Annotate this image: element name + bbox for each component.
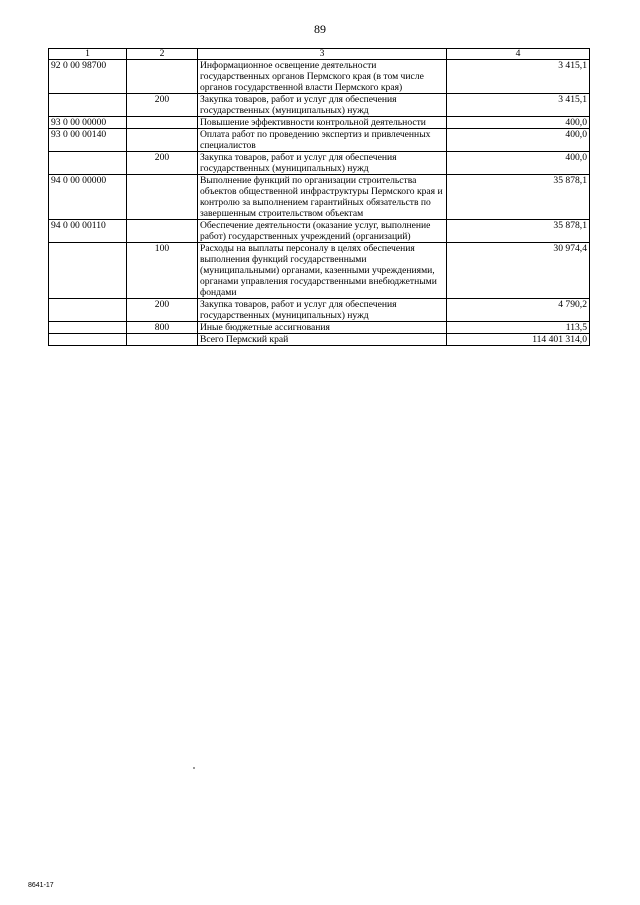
table-header-row	[49, 49, 590, 60]
table-row	[49, 175, 590, 220]
row-code	[49, 299, 127, 322]
column-header-1: 1	[49, 49, 127, 60]
row-expense-type	[127, 129, 198, 152]
row-expense-type	[127, 117, 198, 129]
row-name: Информационное освещение деятельности государственных органов Пермского края (в том числе органов государственной власти Пермского края)	[198, 60, 447, 94]
table-row	[49, 60, 590, 94]
row-code: 92 0 00 98700	[49, 60, 127, 94]
total-amount: 114 401 314,0	[447, 334, 590, 346]
row-amount: 30 974,4	[447, 243, 590, 299]
column-header-3: 3	[198, 49, 447, 60]
row-code: 94 0 00 00000	[49, 175, 127, 220]
document-footer-code: 8641-17	[28, 882, 54, 889]
row-amount: 400,0	[447, 152, 590, 175]
row-expense-type: 200	[127, 152, 198, 175]
table-row	[49, 299, 590, 322]
table-row	[49, 322, 590, 334]
row-code	[49, 94, 127, 117]
row-amount: 4 790,2	[447, 299, 590, 322]
row-expense-type	[127, 334, 198, 346]
row-amount: 35 878,1	[447, 220, 590, 243]
row-expense-type: 200	[127, 299, 198, 322]
row-name: Оплата работ по проведению экспертиз и привлеченных специалистов	[198, 129, 447, 152]
row-name: Закупка товаров, работ и услуг для обеспечения государственных (муниципальных) нужд	[198, 152, 447, 175]
table-row	[49, 152, 590, 175]
row-code	[49, 243, 127, 299]
column-header-4: 4	[447, 49, 590, 60]
row-code: 93 0 00 00000	[49, 117, 127, 129]
row-expense-type	[127, 175, 198, 220]
row-code	[49, 334, 127, 346]
table-row	[49, 220, 590, 243]
row-code: 94 0 00 00110	[49, 220, 127, 243]
row-amount: 3 415,1	[447, 94, 590, 117]
row-code: 93 0 00 00140	[49, 129, 127, 152]
budget-table	[48, 48, 590, 346]
row-amount: 3 415,1	[447, 60, 590, 94]
row-expense-type	[127, 60, 198, 94]
row-expense-type: 200	[127, 94, 198, 117]
row-code	[49, 152, 127, 175]
row-name: Закупка товаров, работ и услуг для обеспечения государственных (муниципальных) нужд	[198, 299, 447, 322]
row-expense-type	[127, 220, 198, 243]
table-row	[49, 129, 590, 152]
table-row	[49, 117, 590, 129]
row-expense-type: 800	[127, 322, 198, 334]
row-name: Выполнение функций по организации строительства объектов общественной инфраструктуры Пермского края и контролю за выполнением гарантийных обязательств по завершенным строительством объектам	[198, 175, 447, 220]
table-row	[49, 243, 590, 299]
row-expense-type: 100	[127, 243, 198, 299]
scan-speck	[193, 767, 195, 769]
row-amount: 113,5	[447, 322, 590, 334]
row-name: Расходы на выплаты персоналу в целях обеспечения выполнения функций государственными (муниципальными) органами, казенными учреждениями, органами управления государственными внебюджетными фондами	[198, 243, 447, 299]
row-amount: 400,0	[447, 117, 590, 129]
row-code	[49, 322, 127, 334]
page-number: 89	[314, 22, 326, 36]
row-name: Обеспечение деятельности (оказание услуг, выполнение работ) государственных учреждений (организаций)	[198, 220, 447, 243]
table-row	[49, 94, 590, 117]
row-name: Иные бюджетные ассигнования	[198, 322, 447, 334]
total-label: Всего Пермский край	[198, 334, 447, 346]
row-amount: 35 878,1	[447, 175, 590, 220]
row-name: Закупка товаров, работ и услуг для обеспечения государственных (муниципальных) нужд	[198, 94, 447, 117]
table-total-row	[49, 334, 590, 346]
row-name: Повышение эффективности контрольной деятельности	[198, 117, 447, 129]
column-header-2: 2	[127, 49, 198, 60]
row-amount: 400,0	[447, 129, 590, 152]
